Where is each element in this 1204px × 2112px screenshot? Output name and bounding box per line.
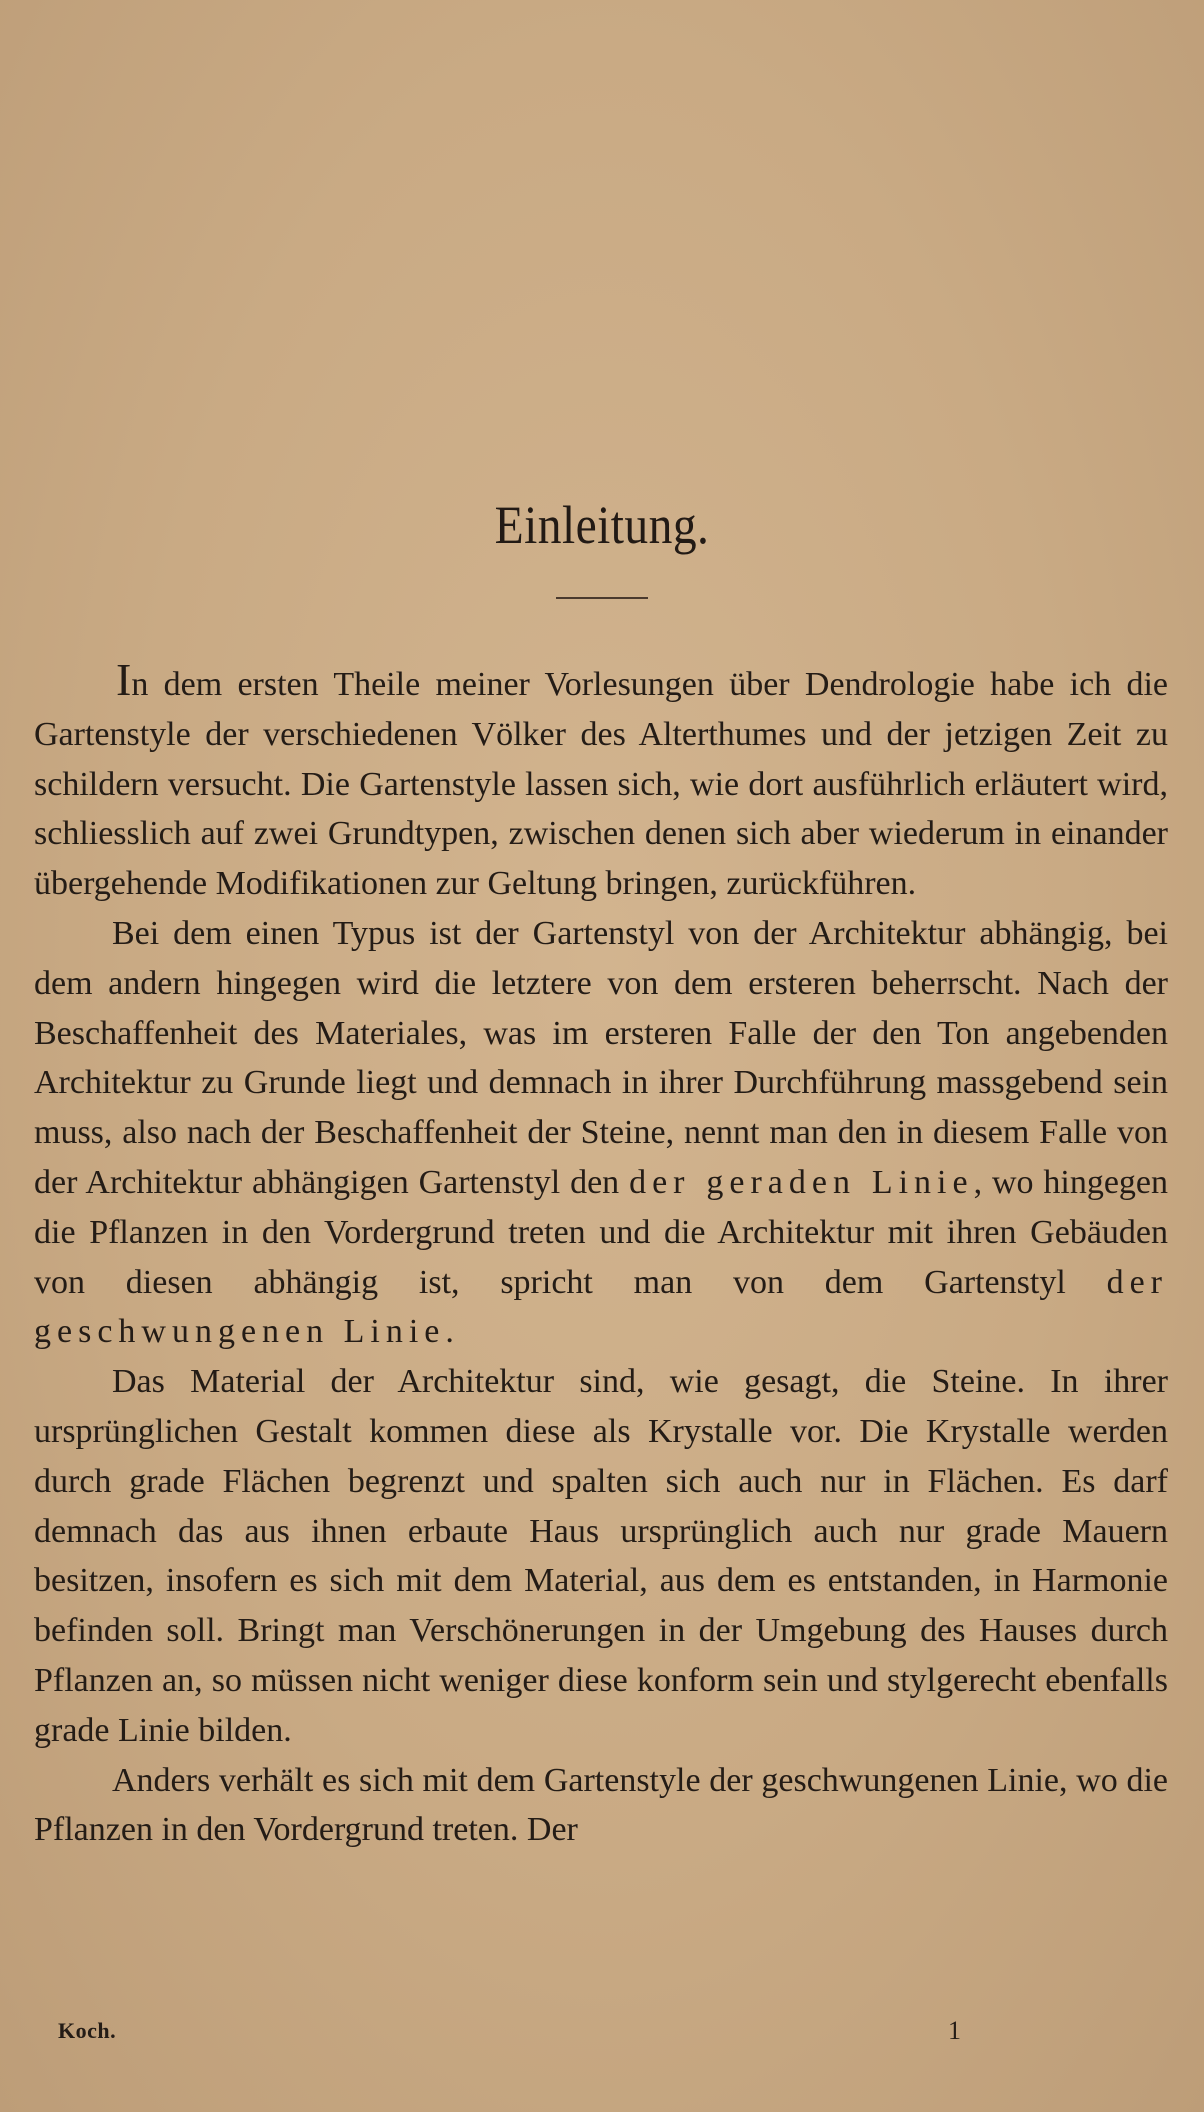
title-divider <box>556 597 648 599</box>
paragraph-1 <box>34 654 1168 909</box>
page-title: Einleitung. <box>494 495 710 555</box>
drop-cap: I <box>116 654 132 705</box>
paragraph-2-text-b: , wo hingegen die Pflanzen in den Vordergrund treten und die Architektur mit ihren Gebäuden von diesen abhängig ist, spricht man von dem Gartenstyl <box>34 1163 1169 1301</box>
emphasis-curved-line: der geschwungenen Linie <box>34 1263 1168 1351</box>
paragraph-1-text: n dem ersten Theile meiner Vorlesungen über Dendrologie habe ich die Gartenstyle der verschiedenen Völker des Alterthumes und der jetzigen Zeit zu schildern versucht. Die Gartenstyle lassen sich, wie dort ausführlich erläutert wird, schliesslich auf zwei Grundtypen, zwischen denen sich aber wiederum in einander übergehende Modifikationen zur Geltung bringen, zurückführen. <box>34 666 1168 903</box>
page-number: 1 <box>948 2016 961 2045</box>
paragraph-4-text: Anders verhält es sich mit dem Gartenstyle der geschwungenen Linie, wo die Pflanzen in den Vordergrund treten. Der <box>34 1761 1168 1849</box>
body-text <box>34 654 1169 1855</box>
paragraph-2 <box>34 909 1168 1357</box>
paragraph-2-text-a: Bei dem einen Typus ist der Gartenstyl von der Architektur abhängig, bei dem andern hingegen wird die letztere von dem ersteren beherrscht. Nach der Beschaffenheit des Materiales, was im ersteren Falle der den Ton angebenden Architektur zu Grunde liegt und demnach in ihrer Durchführung massgebend sein muss, also nach der Beschaffenheit der Steine, nennt man den in diesem Falle von der Architektur abhängigen Gartenstyl den <box>34 914 1168 1201</box>
paragraph-2-text-c: . <box>445 1313 454 1351</box>
paragraph-3 <box>34 1357 1168 1755</box>
paragraph-4 <box>34 1756 1168 1856</box>
emphasis-straight-line: der geraden Linie <box>629 1163 974 1201</box>
paragraph-3-text: Das Material der Architektur sind, wie gesagt, die Steine. In ihrer ursprünglichen Gestalt kommen diese als Krystalle vor. Die Krystalle werden durch grade Flächen begrenzt und spalten sich auch nur in Flächen. Es darf demnach das aus ihnen erbaute Haus ursprünglich auch nur grade Mauern besitzen, insofern es sich mit dem Material, aus dem es entstanden, in Harmonie befinden soll. Bringt man Verschönerungen in der Umgebung des Hauses durch Pflanzen an, so müssen nicht weniger diese konform sein und stylgerecht ebenfalls grade Linie bilden. <box>34 1363 1168 1749</box>
signature-mark: Koch. <box>58 2018 117 2043</box>
